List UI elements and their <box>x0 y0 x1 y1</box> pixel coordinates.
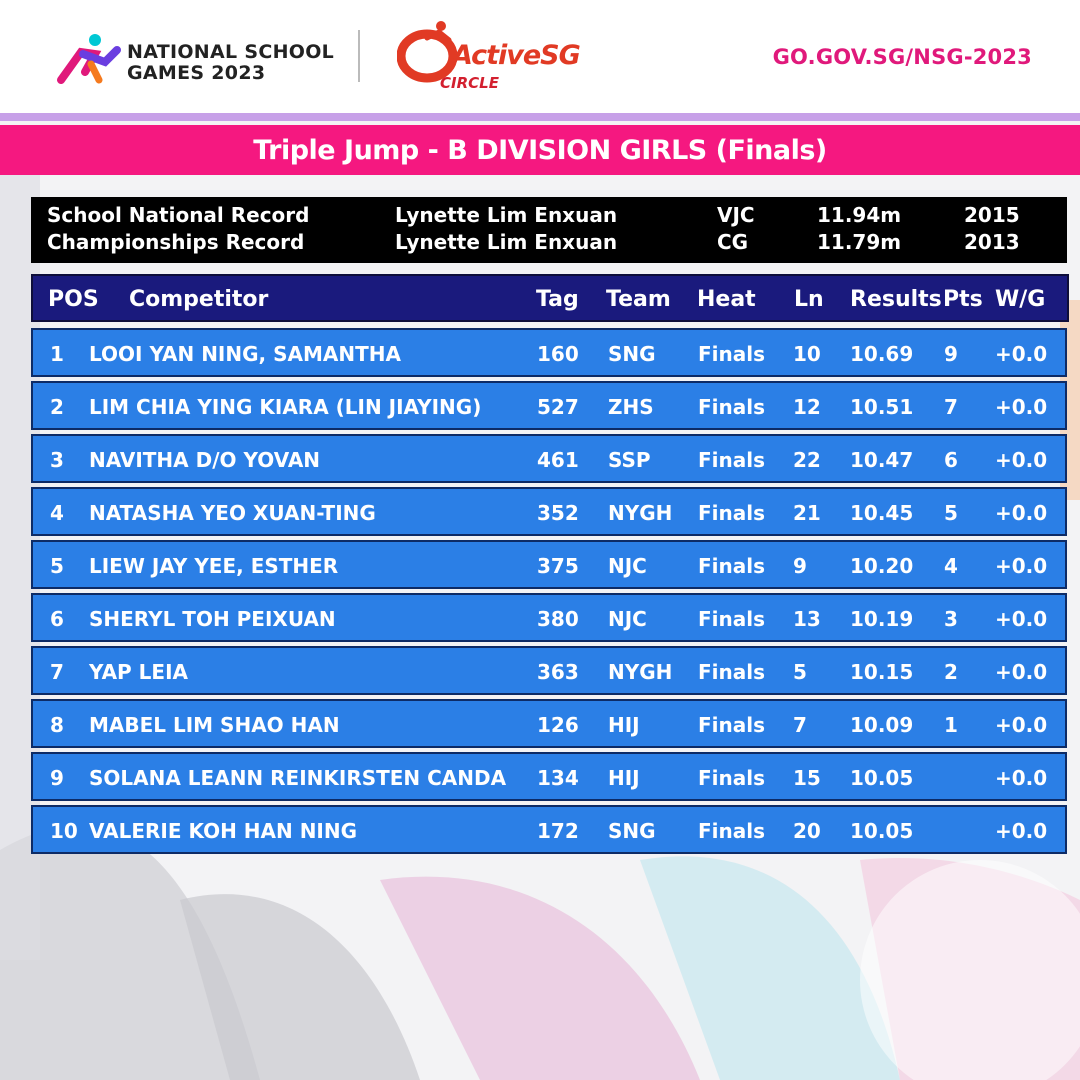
row-team: NJC <box>608 607 647 631</box>
row-pos: 2 <box>50 395 64 419</box>
col-team-header: Team <box>606 287 671 312</box>
row-result: 10.15 <box>850 660 914 684</box>
row-lane: 7 <box>793 713 807 737</box>
row-tag: 134 <box>537 766 579 790</box>
row-team: ZHS <box>608 395 654 419</box>
row-competitor: NAVITHA D/O YOVAN <box>89 448 321 472</box>
row-competitor: SHERYL TOH PEIXUAN <box>89 607 336 631</box>
event-title-bar <box>0 125 1080 175</box>
col-pos-header: POS <box>48 287 99 312</box>
row-result: 10.05 <box>850 766 914 790</box>
page-header <box>0 0 1080 113</box>
row-heat: Finals <box>698 501 766 525</box>
row-result: 10.45 <box>850 501 914 525</box>
event-title: Triple Jump - B DIVISION GIRLS (Finals) <box>253 134 827 166</box>
record-row <box>31 230 1067 258</box>
row-points: 4 <box>944 554 958 578</box>
nsg-website-link[interactable]: GO.GOV.SG/NSG-2023 <box>772 45 1032 69</box>
row-lane: 22 <box>793 448 821 472</box>
row-tag: 363 <box>537 660 579 684</box>
row-wind: +0.0 <box>995 660 1048 684</box>
row-competitor: NATASHA YEO XUAN-TING <box>89 501 376 525</box>
row-heat: Finals <box>698 660 766 684</box>
table-row <box>31 646 1067 695</box>
row-competitor: LIEW JAY YEE, ESTHER <box>89 554 339 578</box>
row-lane: 10 <box>793 342 821 366</box>
record-year: 2015 <box>964 203 1020 227</box>
results-table-header <box>31 274 1069 322</box>
row-heat: Finals <box>698 342 766 366</box>
row-result: 10.19 <box>850 607 914 631</box>
row-lane: 15 <box>793 766 821 790</box>
nsg-runner-logo-icon <box>55 32 125 84</box>
row-points: 1 <box>944 713 958 737</box>
row-pos: 6 <box>50 607 64 631</box>
row-team: SSP <box>608 448 651 472</box>
row-result: 10.20 <box>850 554 914 578</box>
activesg-wordmark: ActiveSG <box>452 40 580 71</box>
table-row <box>31 487 1067 536</box>
header-divider <box>358 30 360 82</box>
row-competitor: LIM CHIA YING KIARA (LIN JIAYING) <box>89 395 482 419</box>
table-row <box>31 593 1067 642</box>
nsg-line2: GAMES 2023 <box>127 62 266 84</box>
row-team: NYGH <box>608 660 673 684</box>
table-row <box>31 805 1067 854</box>
record-mark: 11.79m <box>817 230 902 254</box>
row-tag: 126 <box>537 713 579 737</box>
row-team: SNG <box>608 342 656 366</box>
row-wind: +0.0 <box>995 395 1048 419</box>
row-tag: 160 <box>537 342 579 366</box>
row-tag: 461 <box>537 448 579 472</box>
row-lane: 9 <box>793 554 807 578</box>
row-team: NYGH <box>608 501 673 525</box>
row-competitor: MABEL LIM SHAO HAN <box>89 713 340 737</box>
row-tag: 352 <box>537 501 579 525</box>
row-heat: Finals <box>698 395 766 419</box>
records-panel <box>31 197 1067 263</box>
row-wind: +0.0 <box>995 342 1048 366</box>
row-competitor: SOLANA LEANN REINKIRSTEN CANDA <box>89 766 507 790</box>
row-wind: +0.0 <box>995 501 1048 525</box>
row-wind: +0.0 <box>995 713 1048 737</box>
row-result: 10.09 <box>850 713 914 737</box>
col-results-header: Results <box>850 287 942 312</box>
row-points: 6 <box>944 448 958 472</box>
row-points: 7 <box>944 395 958 419</box>
row-points: 3 <box>944 607 958 631</box>
row-heat: Finals <box>698 766 766 790</box>
row-points: 2 <box>944 660 958 684</box>
row-heat: Finals <box>698 554 766 578</box>
row-heat: Finals <box>698 713 766 737</box>
row-pos: 10 <box>50 819 78 843</box>
row-pos: 9 <box>50 766 64 790</box>
row-wind: +0.0 <box>995 819 1048 843</box>
record-label: Championships Record <box>47 230 305 254</box>
record-year: 2013 <box>964 230 1020 254</box>
col-pts-header: Pts <box>943 287 983 312</box>
row-result: 10.47 <box>850 448 914 472</box>
record-team: VJC <box>717 203 755 227</box>
col-tag-header: Tag <box>536 287 579 312</box>
col-competitor-header: Competitor <box>129 287 269 312</box>
row-tag: 380 <box>537 607 579 631</box>
row-pos: 5 <box>50 554 64 578</box>
table-row <box>31 540 1067 589</box>
table-row <box>31 381 1067 430</box>
row-team: NJC <box>608 554 647 578</box>
row-lane: 20 <box>793 819 821 843</box>
header-accent-stripe <box>0 113 1080 121</box>
row-heat: Finals <box>698 607 766 631</box>
col-ln-header: Ln <box>794 287 824 312</box>
col-wg-header: W/G <box>995 287 1046 312</box>
row-result: 10.05 <box>850 819 914 843</box>
row-competitor: VALERIE KOH HAN NING <box>89 819 358 843</box>
table-row <box>31 434 1067 483</box>
row-competitor: LOOI YAN NING, SAMANTHA <box>89 342 401 366</box>
row-wind: +0.0 <box>995 448 1048 472</box>
row-lane: 5 <box>793 660 807 684</box>
row-team: SNG <box>608 819 656 843</box>
row-wind: +0.0 <box>995 554 1048 578</box>
row-result: 10.51 <box>850 395 914 419</box>
row-lane: 12 <box>793 395 821 419</box>
col-heat-header: Heat <box>697 287 756 312</box>
row-pos: 3 <box>50 448 64 472</box>
row-points: 9 <box>944 342 958 366</box>
row-team: HIJ <box>608 766 640 790</box>
table-row <box>31 752 1067 801</box>
table-row <box>31 328 1067 377</box>
row-pos: 1 <box>50 342 64 366</box>
record-label: School National Record <box>47 203 310 227</box>
row-competitor: YAP LEIA <box>89 660 188 684</box>
nsg-wordmark <box>127 42 334 84</box>
row-pos: 7 <box>50 660 64 684</box>
row-pos: 8 <box>50 713 64 737</box>
row-wind: +0.0 <box>995 766 1048 790</box>
row-heat: Finals <box>698 819 766 843</box>
nsg-line1: NATIONAL SCHOOL <box>127 41 335 63</box>
record-holder: Lynette Lim Enxuan <box>395 203 618 227</box>
table-row <box>31 699 1067 748</box>
row-points: 5 <box>944 501 958 525</box>
row-wind: +0.0 <box>995 607 1048 631</box>
row-lane: 13 <box>793 607 821 631</box>
record-team: CG <box>717 230 749 254</box>
row-tag: 527 <box>537 395 579 419</box>
row-result: 10.69 <box>850 342 914 366</box>
activesg-circle-label: CIRCLE <box>440 74 499 92</box>
row-tag: 172 <box>537 819 579 843</box>
row-lane: 21 <box>793 501 821 525</box>
row-team: HIJ <box>608 713 640 737</box>
row-pos: 4 <box>50 501 64 525</box>
record-holder: Lynette Lim Enxuan <box>395 230 618 254</box>
record-row <box>31 203 1067 231</box>
record-mark: 11.94m <box>817 203 902 227</box>
row-tag: 375 <box>537 554 579 578</box>
row-heat: Finals <box>698 448 766 472</box>
